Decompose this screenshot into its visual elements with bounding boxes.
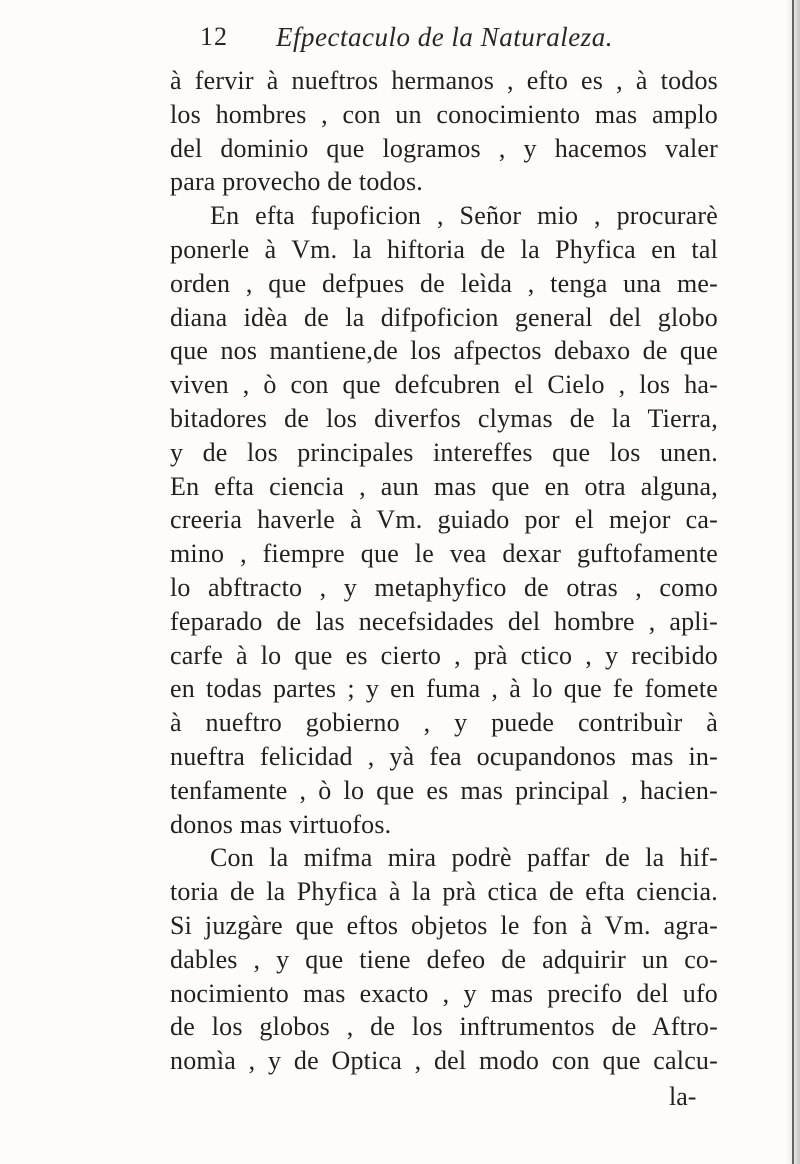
paragraph-start-line: Con la mifma mira podrè paffar de la hif- [210, 843, 718, 873]
text-line: creeria haverle à Vm. guiado por el mejor ca- [170, 505, 718, 535]
text-line: tenfamente , ò lo que es mas principal , hacien- [170, 775, 718, 805]
text-line: donos mas virtuofos. [170, 809, 392, 839]
running-title: Efpectaculo de la Naturaleza. [276, 22, 613, 52]
text-line: y de los principales intereffes que los unen. [170, 437, 718, 467]
text-line: del dominio que logramos , y hacemos valer [170, 133, 718, 163]
text-line: En efta ciencia , aun mas que en otra alguna, [170, 471, 718, 501]
text-line: viven , ò con que defcubren el Cielo , los ha- [170, 370, 718, 400]
text-line: nomìa , y de Optica , del modo con que calcu- [170, 1046, 718, 1076]
text-line: feparado de las necefsidades del hombre , apli- [170, 606, 718, 636]
text-line: orden , que defpues de leìda , tenga una me- [170, 268, 718, 298]
body-text [170, 64, 718, 1078]
text-line: bitadores de los diverfos clymas de la Tierra, [170, 403, 718, 433]
text-line: de los globos , de los inftrumentos de Aftro- [170, 1012, 718, 1042]
text-line: à nueftro gobierno , y puede contribuìr à [170, 708, 718, 738]
text-line: à fervir à nueftros hermanos , efto es , à todos [170, 66, 718, 95]
text-line: nocimiento mas exacto , y mas precifo del ufo [170, 978, 718, 1008]
paragraph-start-line: En efta fupoficion , Señor mio , procurarè [210, 201, 718, 231]
text-line: lo abftracto , y metaphyfico de otras , como [170, 572, 718, 602]
text-line: carfe à lo que es cierto , prà ctico , y recibido [170, 640, 718, 670]
text-line: toria de la Phyfica à la prà ctica de efta ciencia. [170, 877, 718, 907]
text-line: para provecho de todos. [170, 167, 423, 197]
page-header [200, 22, 720, 62]
text-line: dables , y que tiene defeo de adquirir un co- [170, 944, 718, 974]
text-line: ponerle à Vm. la hiftoria de la Phyfica en tal [170, 234, 718, 264]
page-number: 12 [200, 22, 228, 51]
text-line: nueftra felicidad , yà fea ocupandonos mas in- [170, 741, 718, 771]
text-line: los hombres , con un conocimiento mas amplo [170, 99, 718, 129]
catchword: la- [669, 1082, 697, 1111]
page-edge-line [792, 0, 794, 1164]
text-line: diana idèa de la difpoficion general del globo [170, 302, 718, 332]
text-line: que nos mantiene,de los afpectos debaxo de que [170, 336, 718, 366]
text-line: Si juzgàre que eftos objetos le fon à Vm. agra- [170, 910, 718, 940]
text-line: en todas partes ; y en fuma , à lo que fe fomete [170, 674, 718, 704]
text-line: mino , fiempre que le vea dexar guftofamente [170, 539, 718, 569]
